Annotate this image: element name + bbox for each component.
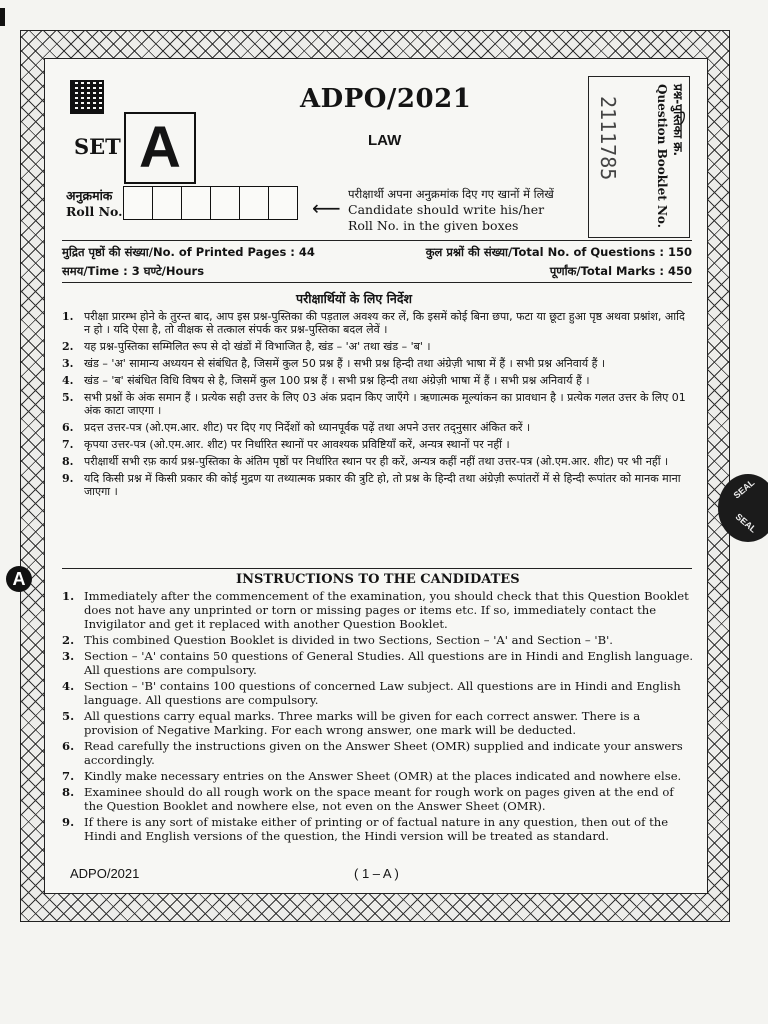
list-item: 8. Examinee should do all rough work on the space meant for rough work on pages given at the end of the Question Booklet and nowhere else, not even on the Answer Sheet (OMR). bbox=[62, 784, 674, 813]
roll-digit-box[interactable] bbox=[210, 186, 240, 220]
divider bbox=[62, 568, 692, 569]
roll-digit-box[interactable] bbox=[239, 186, 269, 220]
list-item: 9. यदि किसी प्रश्न में किसी प्रकार की कोई मुद्रण या तथ्यात्मक प्रकार की त्रुटि हो, तो प्रश्न के हिन्दी तथा अंग्रेज़ी रूपांतरों में से हिन्दी रूपांतर को मानक माना जाएगा । bbox=[62, 472, 681, 498]
roll-number-note bbox=[348, 186, 554, 234]
arrow-left-icon: ⟵ bbox=[312, 196, 341, 220]
subject-label: LAW bbox=[368, 132, 402, 149]
list-item: 4. खंड – 'ब' संबंधित विधि विषय से है, जिसमें कुल 100 प्रश्न हैं । सभी प्रश्न हिन्दी तथा अंग्रेज़ी भाषा में हैं । सभी प्रश्न अनिवार्य हैं । bbox=[62, 374, 590, 387]
list-item: 1. परीक्षा प्रारम्भ होने के तुरन्त बाद, आप इस प्रश्न-पुस्तिका की पड़ताल अवश्य कर लें, कि इसमें कोई बिना छपा, फटा या छूटा हुआ पृष्ठ अथवा प्रश्नांश, आदि न हो । यदि ऐसा है, तो वीक्षक से तत्काल संपर्क कर प्रश्न-पुस्तिका बदल लेवें । bbox=[62, 310, 685, 336]
footer-code: ADPO/2021 bbox=[70, 866, 140, 881]
list-item: 2. This combined Question Booklet is divided in two Sections, Section – 'A' and Section – 'B'. bbox=[62, 633, 613, 648]
list-item: 4. Section – 'B' contains 100 questions of concerned Law subject. All questions are in Hindi and English language. All questions are compulsory. bbox=[62, 679, 681, 708]
list-item: 6. Read carefully the instructions given on the Answer Sheet (OMR) supplied and indicate your answers accordingly. bbox=[62, 739, 683, 768]
list-item: 9. If there is any sort of mistake either of printing or of factual nature in any question, then out of the Hindi and English versions of the question, the Hindi version will be treated as standard. bbox=[62, 814, 669, 843]
roll-number-label bbox=[66, 188, 122, 220]
printed-pages: मुद्रित पृष्ठों की संख्या/No. of Printed Pages : 44 bbox=[62, 245, 315, 259]
list-item: 8. परीक्षार्थी सभी रफ़ कार्य प्रश्न-पुस्तिका के अंतिम पृष्ठों पर निर्धारित स्थान पर ही करें, अन्यत्र कहीं नहीं तथा उत्तर-पत्र (ओ.एम.आर. शीट) पर भी नहीं । bbox=[62, 455, 669, 468]
roll-label-english: Roll No. bbox=[66, 204, 123, 219]
list-item: 7. Kindly make necessary entries on the Answer Sheet (OMR) at the places indicated and nowhere else. bbox=[62, 769, 682, 783]
list-item: 5. All questions carry equal marks. Three marks will be given for each correct answer. There is a provision of Negative Marking. For each wrong answer, one mark will be deducted. bbox=[62, 709, 641, 738]
english-instructions-heading: INSTRUCTIONS TO THE CANDIDATES bbox=[236, 572, 520, 587]
roll-label-hindi: अनुक्रमांक bbox=[66, 188, 113, 203]
roll-note-hindi: परीक्षार्थी अपना अनुक्रमांक दिए गए खानों में लिखें bbox=[348, 187, 554, 201]
set-label: SET bbox=[74, 134, 121, 159]
total-marks: पूर्णांक/Total Marks : 450 bbox=[549, 264, 692, 278]
page-number: ( 1 – A ) bbox=[354, 866, 399, 881]
roll-digit-box[interactable] bbox=[181, 186, 211, 220]
booklet-number: 2111785 bbox=[596, 96, 620, 181]
seal-text-top: SEAL bbox=[731, 477, 757, 501]
list-item: 6. प्रदत्त उत्तर-पत्र (ओ.एम.आर. शीट) पर दिए गए निर्देशों को ध्यानपूर्वक पढ़ें तथा अपने उत्तर तद्नुसार अंकित करें । bbox=[62, 421, 531, 434]
time-allowed: समय/Time : 3 घण्टे/Hours bbox=[62, 264, 205, 278]
booklet-label-hindi: प्रश्न-पुस्तिका क्र. bbox=[671, 84, 685, 157]
hindi-instructions-heading: परीक्षार्थियों के लिए निर्देश bbox=[296, 291, 412, 306]
list-item: 7. कृपया उत्तर-पत्र (ओ.एम.आर. शीट) पर निर्धारित स्थानों पर आवश्यक प्रविष्टियाँ करें, अन्यत्र स्थानों पर नहीं । bbox=[62, 438, 510, 451]
scan-edge-mark bbox=[0, 8, 5, 26]
list-item: 1. Immediately after the commencement of the examination, you should check that this Question Booklet does not have any unprinted or torn or missing pages or items etc. If so, immediately contact the Invigilator and get it replaced with another Question Booklet. bbox=[62, 589, 689, 632]
roll-digit-box[interactable] bbox=[152, 186, 182, 220]
divider bbox=[62, 240, 692, 241]
list-item: 3. खंड – 'अ' सामान्य अध्ययन से संबंधित है, जिसमें कुल 50 प्रश्न हैं । सभी प्रश्न हिन्दी तथा अंग्रेज़ी भाषा में हैं । सभी प्रश्न अनिवार्य हैं । bbox=[62, 357, 606, 370]
booklet-label-english: Question Booklet No. bbox=[655, 84, 669, 228]
roll-note-english-1: Candidate should write his/her bbox=[348, 202, 545, 217]
list-item: 5. सभी प्रश्नों के अंक समान हैं । प्रत्येक सही उत्तर के लिए 03 अंक प्रदान किए जाएँगे । ऋणात्मक मूल्यांकन का प्रावधान है । प्रत्येक गलत उत्तर के लिए 01 अंक काटा जाएगा । bbox=[62, 391, 686, 417]
seal-text-bottom: SEAL bbox=[733, 511, 759, 535]
list-item: 3. Section – 'A' contains 50 questions of General Studies. All questions are in Hindi and English language. All questions are compulsory. bbox=[62, 649, 694, 678]
roll-digit-box[interactable] bbox=[123, 186, 153, 220]
roll-number-boxes bbox=[124, 186, 298, 220]
hindi-instructions-list bbox=[62, 310, 694, 502]
english-instructions-list bbox=[62, 589, 694, 845]
qr-code-icon bbox=[70, 80, 104, 114]
booklet-number-label bbox=[614, 84, 686, 232]
roll-digit-box[interactable] bbox=[268, 186, 298, 220]
list-item: 2. यह प्रश्न-पुस्तिका सम्मिलित रूप से दो खंडों में विभाजित है, खंड – 'अ' तथा खंड – 'ब' । bbox=[62, 340, 431, 353]
set-value-box: A bbox=[124, 112, 196, 184]
divider bbox=[62, 282, 692, 283]
page-title: ADPO/2021 bbox=[300, 84, 472, 114]
section-a-badge: A bbox=[6, 566, 32, 592]
roll-note-english-2: Roll No. in the given boxes bbox=[348, 218, 519, 233]
total-questions: कुल प्रश्नों की संख्या/Total No. of Questions : 150 bbox=[425, 245, 692, 259]
